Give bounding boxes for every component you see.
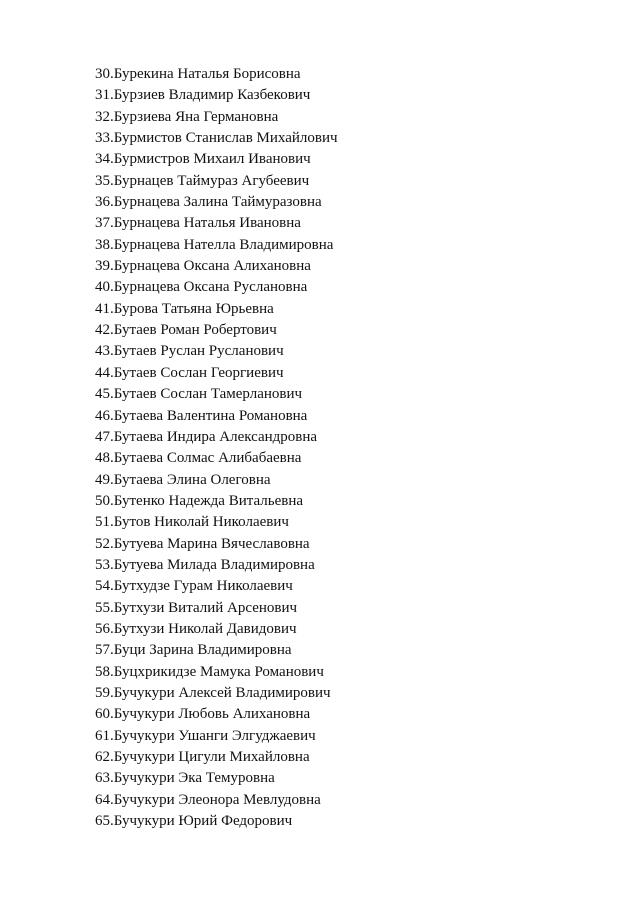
list-item: 34.Бурмистров Михаил Иванович (95, 151, 311, 168)
list-item: 45.Бутаев Сослан Тамерланович (95, 386, 303, 403)
list-item: 59.Бучукури Алексей Владимирович (95, 684, 331, 701)
list-item: 38.Бурнацева Нателла Владимировна (95, 236, 334, 253)
list-item: 42.Бутаев Роман Робертович (95, 322, 277, 339)
list-item: 33.Бурмистов Станислав Михайлович (95, 130, 338, 147)
list-item: 61.Бучукури Ушанги Элгуджаевич (95, 727, 316, 744)
list-item: 62.Бучукури Цигули Михайловна (95, 749, 310, 765)
list-item: 43.Бутаев Руслан Русланович (95, 343, 284, 360)
list-item: 35.Бурнацев Таймураз Агубеевич (95, 172, 310, 189)
list-item: 51.Бутов Николай Николаевич (95, 514, 289, 531)
list-item: 40.Бурнацева Оксана Руслановна (95, 279, 308, 296)
list-item: 55.Бутхузи Виталий Арсенович (95, 599, 298, 616)
list-item: 30.Бурекина Наталья Борисовна (95, 66, 301, 82)
list-item: 64.Бучукури Элеонора Мевлудовна (95, 791, 321, 808)
list-item: 37.Бурнацева Наталья Ивановна (95, 215, 301, 232)
list-item: 56.Бутхузи Николай Давидович (95, 620, 297, 637)
list-item: 49.Бутаева Элина Олеговна (95, 471, 271, 488)
list-item: 44.Бутаев Сослан Георгиевич (95, 364, 284, 381)
list-item: 47.Бутаева Индира Александровна (95, 428, 318, 445)
list-item: 52.Бутуева Марина Вячеславовна (95, 535, 310, 552)
list-item: 46.Бутаева Валентина Романовна (95, 407, 308, 424)
list-item: 48.Бутаева Солмас Алибабаевна (95, 450, 302, 467)
list-item: 36.Бурнацева Залина Таймуразовна (95, 194, 322, 211)
list-item: 53.Бутуева Милада Владимировна (95, 556, 315, 573)
list-item: 41.Бурова Татьяна Юрьевна (95, 300, 274, 317)
list-item: 65.Бучукури Юрий Федорович (95, 813, 293, 830)
list-item: 54.Бутхудзе Гурам Николаевич (95, 578, 293, 595)
list-item: 39.Бурнацева Оксана Алихановна (95, 258, 311, 275)
list-item: 57.Буци Зарина Владимировна (95, 642, 292, 659)
list-item: 63.Бучукури Эка Темуровна (95, 770, 275, 787)
name-list (95, 64, 338, 832)
list-item: 31.Бурзиев Владимир Казбекович (95, 87, 311, 104)
list-item: 32.Бурзиева Яна Германовна (95, 108, 279, 125)
list-item: 60.Бучукури Любовь Алихановна (95, 706, 311, 723)
list-item: 58.Буцхрикидзе Мамука Романович (95, 663, 324, 680)
list-item: 50.Бутенко Надежда Витальевна (95, 492, 304, 509)
